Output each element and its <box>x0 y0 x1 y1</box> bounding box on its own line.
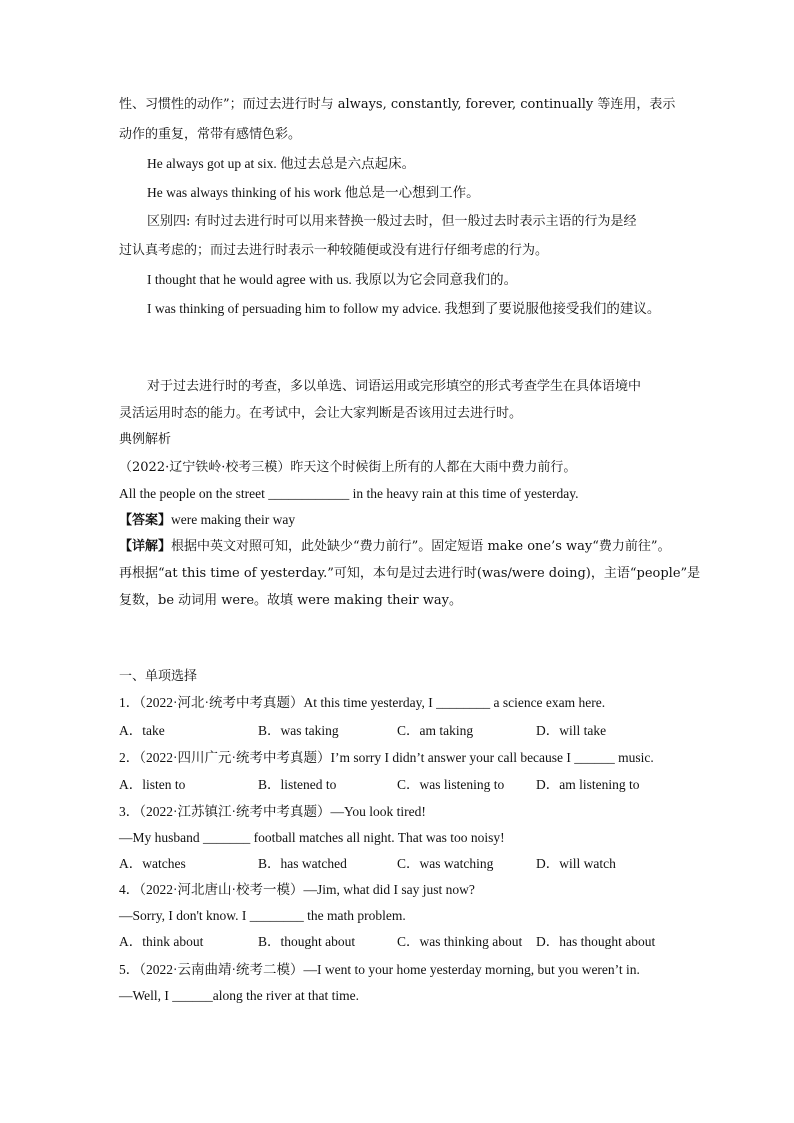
section-title: 一、单项选择 <box>119 669 198 684</box>
detail-line-2: 再根据“at this time of yesterday.”可知，本句是过去进行时(was/were doing)，主语“people”是 <box>119 566 701 581</box>
intro-line-2: 动作的重复，常带有感情色彩。 <box>119 127 302 142</box>
question-4-option-b: B．thought about <box>258 934 356 949</box>
question-3-option-d: D．will watch <box>536 856 616 871</box>
question-3-option-a: A．watches <box>119 856 186 871</box>
question-2-option-b: B．listened to <box>258 777 337 792</box>
example-question-sentence: All the people on the street ____________ in the heavy rain at this time of yesterday. <box>119 486 579 501</box>
question-1-stem: 1．（2022·河北·统考中考真题）At this time yesterday, I ________ a science exam here. <box>119 695 606 710</box>
question-1-option-d: D．will take <box>536 723 607 738</box>
example-heading: 典例解析 <box>119 432 172 447</box>
question-4-option-c: C．was thinking about <box>397 934 523 949</box>
detail-line-3: 复数，be 动词用 were。故填 were making their way。 <box>119 593 462 608</box>
answer-line <box>119 511 295 530</box>
question-4-line-2: —Sorry, I don't know. I ________ the math problem. <box>119 908 406 923</box>
question-2-option-d: D．am listening to <box>536 777 640 792</box>
question-2-option-c: C．was listening to <box>397 777 505 792</box>
detail-line-1 <box>119 538 671 556</box>
question-1-option-c: C．am taking <box>397 723 474 738</box>
question-3-option-c: C．was watching <box>397 856 494 871</box>
answer-label: 【答案】 <box>119 513 172 528</box>
exam-paragraph-line-1: 对于过去进行时的考查，多以单选、词语运用或完形填空的形式考查学生在具体语境中 <box>147 379 642 394</box>
difference-four-line-2: 过认真考虑的；而过去进行时表示一种较随便或没有进行仔细考虑的行为。 <box>119 243 549 258</box>
exam-paragraph-line-2: 灵活运用时态的能力。在考试中，会让大家判断是否该用过去进行时。 <box>119 406 523 421</box>
example-sentence-4: I was thinking of persuading him to follow my advice. 我想到了要说服他接受我们的建议。 <box>147 301 661 316</box>
example-sentence-3: I thought that he would agree with us. 我原以为它会同意我们的。 <box>147 272 518 287</box>
example-sentence-1: He always got up at six. 他过去总是六点起床。 <box>147 156 416 171</box>
question-3-stem: 3．（2022·江苏镇江·统考中考真题）—You look tired! <box>119 804 426 819</box>
intro-line-1: 性、习惯性的动作”；而过去进行时与 always, constantly, forever, continually 等连用，表示 <box>119 97 676 112</box>
question-5-line-2: —Well, I ______along the river at that time. <box>119 988 359 1003</box>
question-3-option-b: B．has watched <box>258 856 347 871</box>
example-sentence-2: He was always thinking of his work 他总是一心想到工作。 <box>147 185 480 200</box>
question-1-option-b: B．was taking <box>258 723 339 738</box>
answer-text: were making their way <box>171 512 296 527</box>
question-3-line-2: —My husband _______ football matches all night. That was too noisy! <box>119 830 505 845</box>
question-4-option-a: A．think about <box>119 934 204 949</box>
detail-label: 【详解】 <box>119 539 172 554</box>
example-source: （2022·辽宁铁岭·校考三模）昨天这个时候街上所有的人都在大雨中费力前行。 <box>119 460 577 475</box>
question-2-stem: 2．（2022·四川广元·统考中考真题）I’m sorry I didn’t answer your call because I ______ music. <box>119 750 654 765</box>
difference-four-line-1: 区别四: 有时过去进行时可以用来替换一般过去时，但一般过去时表示主语的行为是经 <box>147 214 637 229</box>
detail-text-1: 根据中英文对照可知，此处缺少“费力前行”。固定短语 make one’s way“费力前往”。 <box>171 539 671 554</box>
question-4-stem: 4．（2022·河北唐山·校考一模）—Jim, what did I say just now? <box>119 882 475 897</box>
question-1-option-a: A．take <box>119 723 165 738</box>
question-2-option-a: A．listen to <box>119 777 186 792</box>
question-5-stem: 5．（2022·云南曲靖·统考二模）—I went to your home yesterday morning, but you weren’t in. <box>119 962 640 977</box>
question-4-option-d: D．has thought about <box>536 934 656 949</box>
